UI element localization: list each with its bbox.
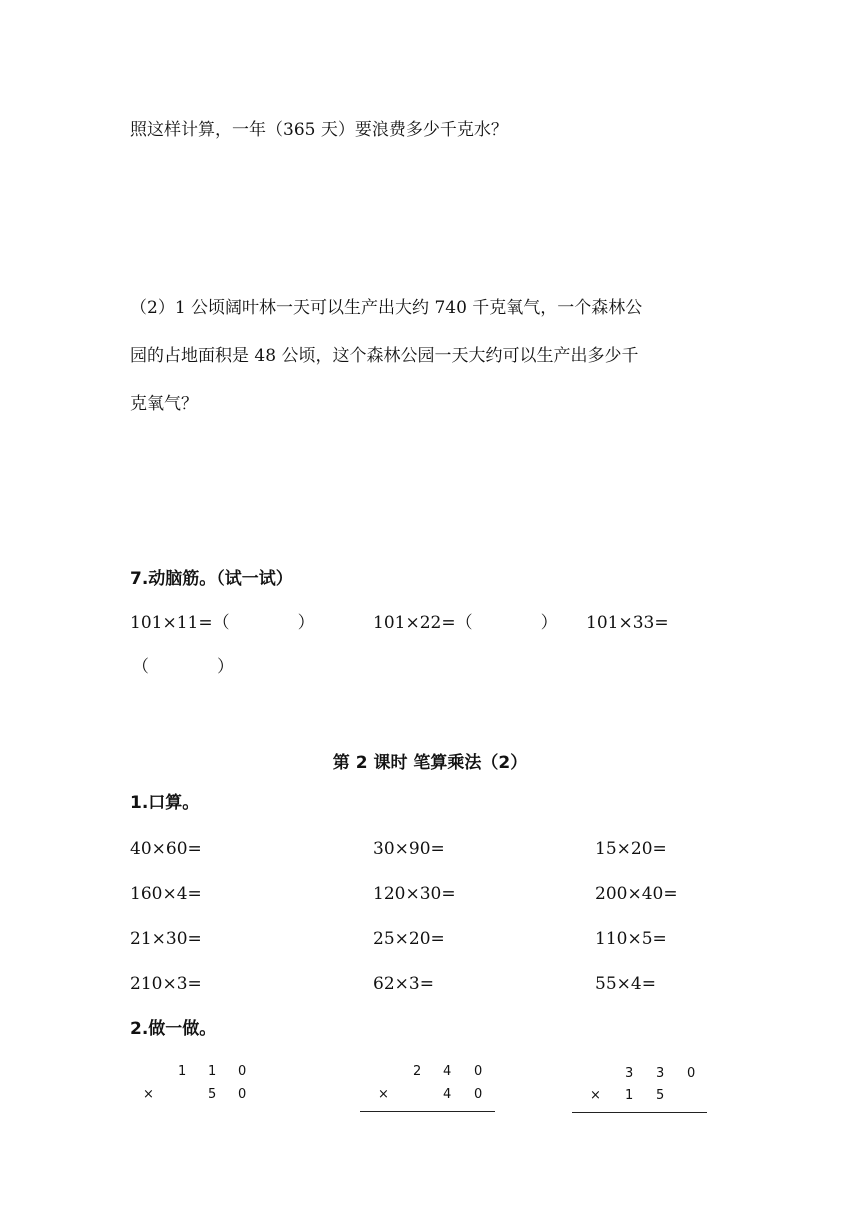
digit: 0 bbox=[687, 1066, 696, 1081]
oral-item: 21×30= bbox=[130, 929, 202, 949]
question-line: 克氧气？ bbox=[130, 394, 198, 414]
oral-item: 110×5= bbox=[595, 929, 667, 949]
digit: 0 bbox=[238, 1087, 247, 1102]
times-sign: × bbox=[143, 1087, 154, 1102]
oral-item: 25×20= bbox=[373, 929, 445, 949]
oral-item: 160×4= bbox=[130, 884, 202, 904]
digit: 0 bbox=[474, 1087, 483, 1102]
lesson-title: 第 2 课时 笔算乘法（2） bbox=[332, 753, 528, 773]
oral-item: 55×4= bbox=[595, 974, 656, 994]
oral-item: 15×20= bbox=[595, 839, 667, 859]
exercise-item: 101×33= bbox=[586, 613, 669, 633]
exercise-item: 101×11=（ ） bbox=[130, 613, 315, 633]
question-line: （2）1 公顷阔叶林一天可以生产出大约 740 千克氧气，一个森林公 bbox=[130, 298, 643, 318]
section-heading: 7.动脑筋。（试一试） bbox=[130, 569, 293, 589]
oral-item: 30×90= bbox=[373, 839, 445, 859]
oral-item: 210×3= bbox=[130, 974, 202, 994]
exercise-item: 101×22=（ ） bbox=[373, 613, 558, 633]
digit: 0 bbox=[238, 1064, 247, 1079]
digit: 1 bbox=[178, 1064, 187, 1079]
result-line bbox=[572, 1112, 707, 1113]
digit: 5 bbox=[656, 1088, 665, 1103]
question-line: 园的占地面积是 48 公顷，这个森林公园一天大约可以生产出多少千 bbox=[130, 346, 639, 366]
answer-blank: （ ） bbox=[132, 657, 234, 677]
times-sign: × bbox=[378, 1087, 389, 1102]
digit: 3 bbox=[625, 1066, 634, 1081]
digit: 0 bbox=[474, 1064, 483, 1079]
result-line bbox=[360, 1111, 495, 1112]
oral-item: 200×40= bbox=[595, 884, 678, 904]
digit: 5 bbox=[208, 1087, 217, 1102]
digit: 1 bbox=[208, 1064, 217, 1079]
question-line: 照这样计算，一年（365 天）要浪费多少千克水？ bbox=[130, 120, 508, 140]
times-sign: × bbox=[590, 1088, 601, 1103]
section-heading: 1.口算。 bbox=[130, 793, 200, 813]
digit: 3 bbox=[656, 1066, 665, 1081]
digit: 1 bbox=[625, 1088, 634, 1103]
section-heading: 2.做一做。 bbox=[130, 1019, 217, 1039]
digit: 4 bbox=[443, 1064, 452, 1079]
digit: 2 bbox=[413, 1064, 422, 1079]
oral-item: 40×60= bbox=[130, 839, 202, 859]
oral-item: 62×3= bbox=[373, 974, 434, 994]
oral-item: 120×30= bbox=[373, 884, 456, 904]
digit: 4 bbox=[443, 1087, 452, 1102]
